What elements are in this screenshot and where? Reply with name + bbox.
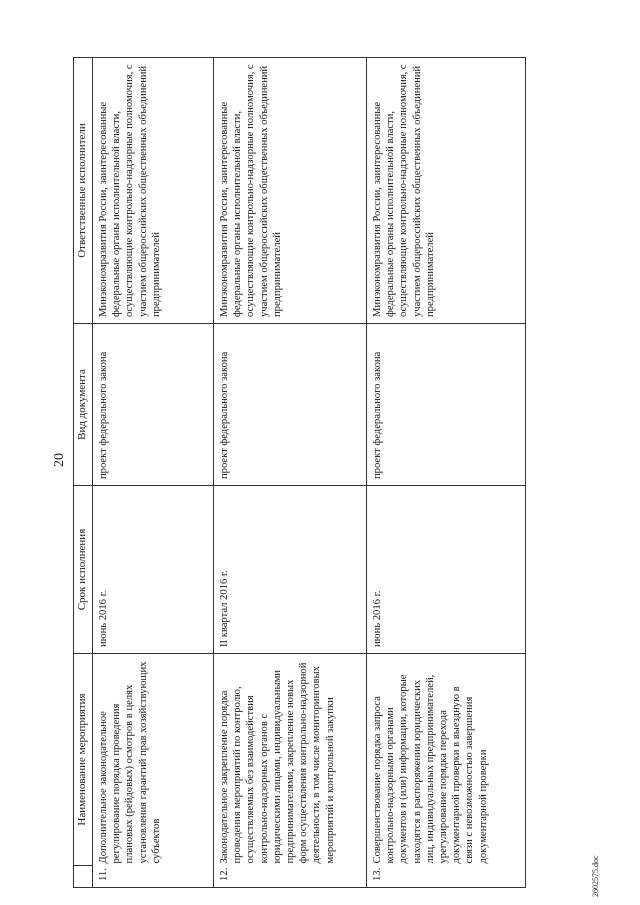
row-number: 11. [93,866,214,888]
header-responsible: Ответственные исполнители [74,58,93,324]
header-num [74,866,93,888]
header-doc-type: Вид документа [74,324,93,486]
deadline-cell: июнь 2016 г. [367,486,526,654]
measures-table [73,57,526,888]
table-header-row [74,58,93,888]
document-file-reference: 2602575.doc [591,855,600,897]
row-number: 12. [214,866,367,888]
doc-type-cell: проект федерального закона [367,324,526,486]
table-row [93,58,214,888]
header-deadline: Срок исполнения [74,486,93,654]
table-row [367,58,526,888]
responsible-cell: Минэкономразвития России, заинтересованные федеральные органы исполнительной власти, осуществляющие контрольно-надзорные полномочия, с участием общероссийских общественных объединений предпринимателей [214,58,367,324]
measure-name: Совершенствование порядка запроса контрольно-надзорными органами документов и (или) информации, которые находятся в распоряжении юридических лиц, индивидуальных предпринимателей, урегулирование порядка перехода документарной проверки в выездную в связи с невозможностью завершения документарной проверки [367,654,526,866]
responsible-cell: Минэкономразвития России, заинтересованные федеральные органы исполнительной власти, осуществляющие контрольно-надзорные полномочия, с участием общероссийских общественных объединений предпринимателей [367,58,526,324]
deadline-cell: II квартал 2016 г. [214,486,367,654]
table-row [214,58,367,888]
responsible-cell: Минэкономразвития России, заинтересованные федеральные органы исполнительной власти, осуществляющие контрольно-надзорные полномочия, с участием общероссийских общественных объединений предпринимателей [93,58,214,324]
deadline-cell: июнь 2016 г. [93,486,214,654]
measure-name: Законодательное закрепление порядка проведения мероприятий по контролю, осуществляемых без взаимодействия контрольно-надзорных органов с юридическими лицами, индивидуальными предпринимателями, закрепление новых форм осуществления контрольно-надзорной деятельности, в том числе мониторинговых мероприятий и контрольной закупки [214,654,367,866]
measure-name: Дополнительное законодательное регулирование порядка проведения плановых (рейдовых) осмотров в целях установления гарантий прав хозяйствующих субъектов [93,654,214,866]
header-name: Наименование мероприятия [74,654,93,866]
doc-type-cell: проект федерального закона [214,324,367,486]
doc-type-cell: проект федерального закона [93,324,214,486]
page-number: 20 [52,453,67,467]
row-number: 13. [367,866,526,888]
